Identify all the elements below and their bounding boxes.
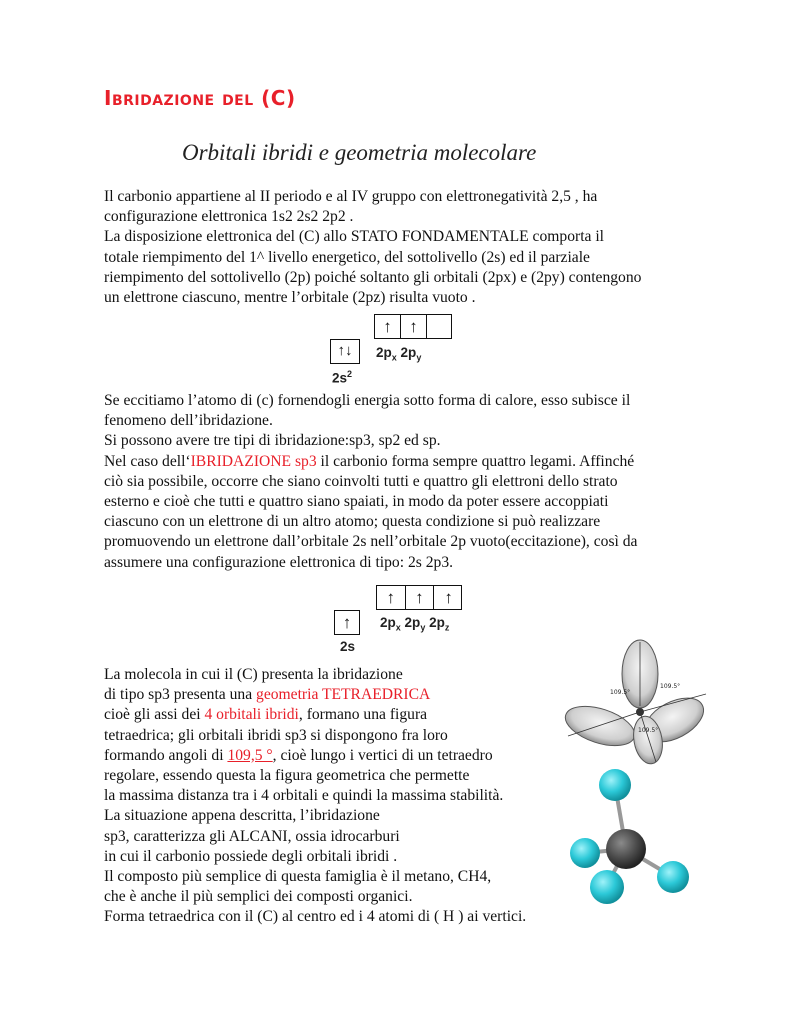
text-line: totale riempimento del 1^ livello energetico, del sottolivello (2s) ed il parziale <box>104 248 590 266</box>
methane-model <box>565 765 695 915</box>
p-orbital-cell: ↑ <box>406 586 435 609</box>
p-orbital-cell: ↑ <box>375 315 401 338</box>
paragraph-intro <box>104 187 694 308</box>
text-line: regolare, essendo questa la figura geometrica che permette <box>104 767 470 785</box>
text-line: ciò sia possibile, occorre che siano coinvolti tutti e quattro gli elettroni dello strato <box>104 472 618 490</box>
text-line: promuovendo un elettrone dall’orbitale 2s nell’orbitale 2p vuoto(eccitazione), così da <box>104 533 638 551</box>
text-line: Il carbonio appartiene al II periodo e al IV gruppo con elettronegatività 2,5 , ha <box>104 188 598 205</box>
s-orbital-cell: ↑ <box>342 612 352 632</box>
hydrogen-atom <box>590 870 624 904</box>
highlight-angle: 109,5 ° <box>227 746 273 764</box>
p-orbital-cell: ↑ <box>444 587 453 607</box>
s-orbital-cell: ↑↓ <box>337 343 353 359</box>
hydrogen-atom <box>657 861 689 893</box>
hydrogen-atom <box>599 769 631 801</box>
orbital-lobe-left <box>561 699 640 754</box>
text-line: La situazione appena descritta, l’ibridazione <box>104 807 380 825</box>
s-orbital-box <box>334 610 360 635</box>
text-line: Forma tetraedrica con il (C) al centro ed i 4 atomi di ( H ) ai vertici. <box>104 908 527 926</box>
highlight-sp3: IBRIDAZIONE sp3 <box>190 452 317 470</box>
s-orbital-box <box>330 339 360 364</box>
paragraph-tetrahedral <box>104 665 574 928</box>
text-line: tetraedrica; gli orbitali ibridi sp3 si dispongono fra loro <box>104 726 448 744</box>
text-line: ciascuno con un elettrone di un altro atomo; questa condizione si può realizzare <box>104 513 601 531</box>
text-line: riempimento del sottolivello (2p) poiché soltanto gli orbitali (2px) e (2py) contengono <box>104 268 642 286</box>
s-orbital-label: $2s^2$ <box>332 369 353 386</box>
p-orbital-boxes <box>374 314 452 339</box>
angle-label: 109.5° <box>638 727 659 734</box>
text-line: fenomeno dell’ibridazione. <box>104 412 273 430</box>
sp3-orbital-figure <box>560 636 712 766</box>
carbon-nucleus <box>636 708 644 716</box>
text-line: in cui il carbonio possiede degli orbitali ibridi . <box>104 847 398 865</box>
p-orbital-labels: $2p_x$ $2p_y$ <box>376 345 422 363</box>
carbon-atom <box>606 829 646 869</box>
text-line: sp3, caratterizza gli ALCANI, ossia idrocarburi <box>104 827 400 845</box>
p-orbital-cell <box>427 315 453 338</box>
text-line: un elettrone ciascuno, mentre l’orbitale (2pz) risulta vuoto . <box>104 289 476 307</box>
orbital-diagram-excited-state <box>330 585 470 657</box>
text-line: formando angoli di 109,5 °, cioè lungo i vertici di un tetraedro <box>104 746 493 764</box>
text-line: che è anche il più semplici dei composti organici. <box>104 888 413 906</box>
page-title: Ibridazione del (C) <box>104 86 296 110</box>
paragraph-hybridization <box>104 391 694 573</box>
text-line: Nel caso dell‘IBRIDAZIONE sp3 il carbonio forma sempre quattro legami. Affinché <box>104 452 635 470</box>
orbital-diagram-ground-state <box>330 314 470 386</box>
text-line: Il composto più semplice di questa famiglia è il metano, CH4, <box>104 868 492 886</box>
text-line: assumere una configurazione elettronica di tipo: 2s 2p3. <box>104 553 454 571</box>
angle-label: 109.5° <box>610 689 631 696</box>
s-orbital-label: 2s <box>340 639 356 654</box>
highlight-orbitals: 4 orbitali ibridi <box>204 706 299 724</box>
text-line: la massima distanza tra i 4 orbitali e quindi la massima stabilità. <box>104 787 504 805</box>
angle-label: 109.5° <box>660 683 681 690</box>
text-line: La disposizione elettronica del (C) allo STATO FONDAMENTALE comporta il <box>104 228 605 246</box>
p-orbital-labels: $2p_x$ $2p_y$ $2p_z$ <box>380 615 450 633</box>
p-orbital-cell: ↑ <box>377 586 406 609</box>
p-orbital-boxes <box>376 585 462 610</box>
text-line: configurazione elettronica 1s2 2s2 2p2 . <box>104 208 354 226</box>
highlight-geometry: geometria TETRAEDRICA <box>256 686 431 704</box>
text-line: di tipo sp3 presenta una geometria TETRAEDRICA <box>104 686 431 704</box>
text-line: cioè gli assi dei 4 orbitali ibridi, formano una figura <box>104 706 428 724</box>
hydrogen-atom <box>570 838 600 868</box>
text-line: esterno e cioè che tutti e quattro siano spaiati, in modo da poter essere accoppiati <box>104 493 609 511</box>
text-line: Si possono avere tre tipi di ibridazione:sp3, sp2 ed sp. <box>104 432 441 450</box>
page-subtitle: Orbitali ibridi e geometria molecolare <box>182 140 537 165</box>
text-line: La molecola in cui il (C) presenta la ibridazione <box>104 666 403 683</box>
p-orbital-cell: ↑ <box>401 315 427 338</box>
text-line: Se eccitiamo l’atomo di (c) fornendogli energia sotto forma di calore, esso subisce il <box>104 392 631 409</box>
